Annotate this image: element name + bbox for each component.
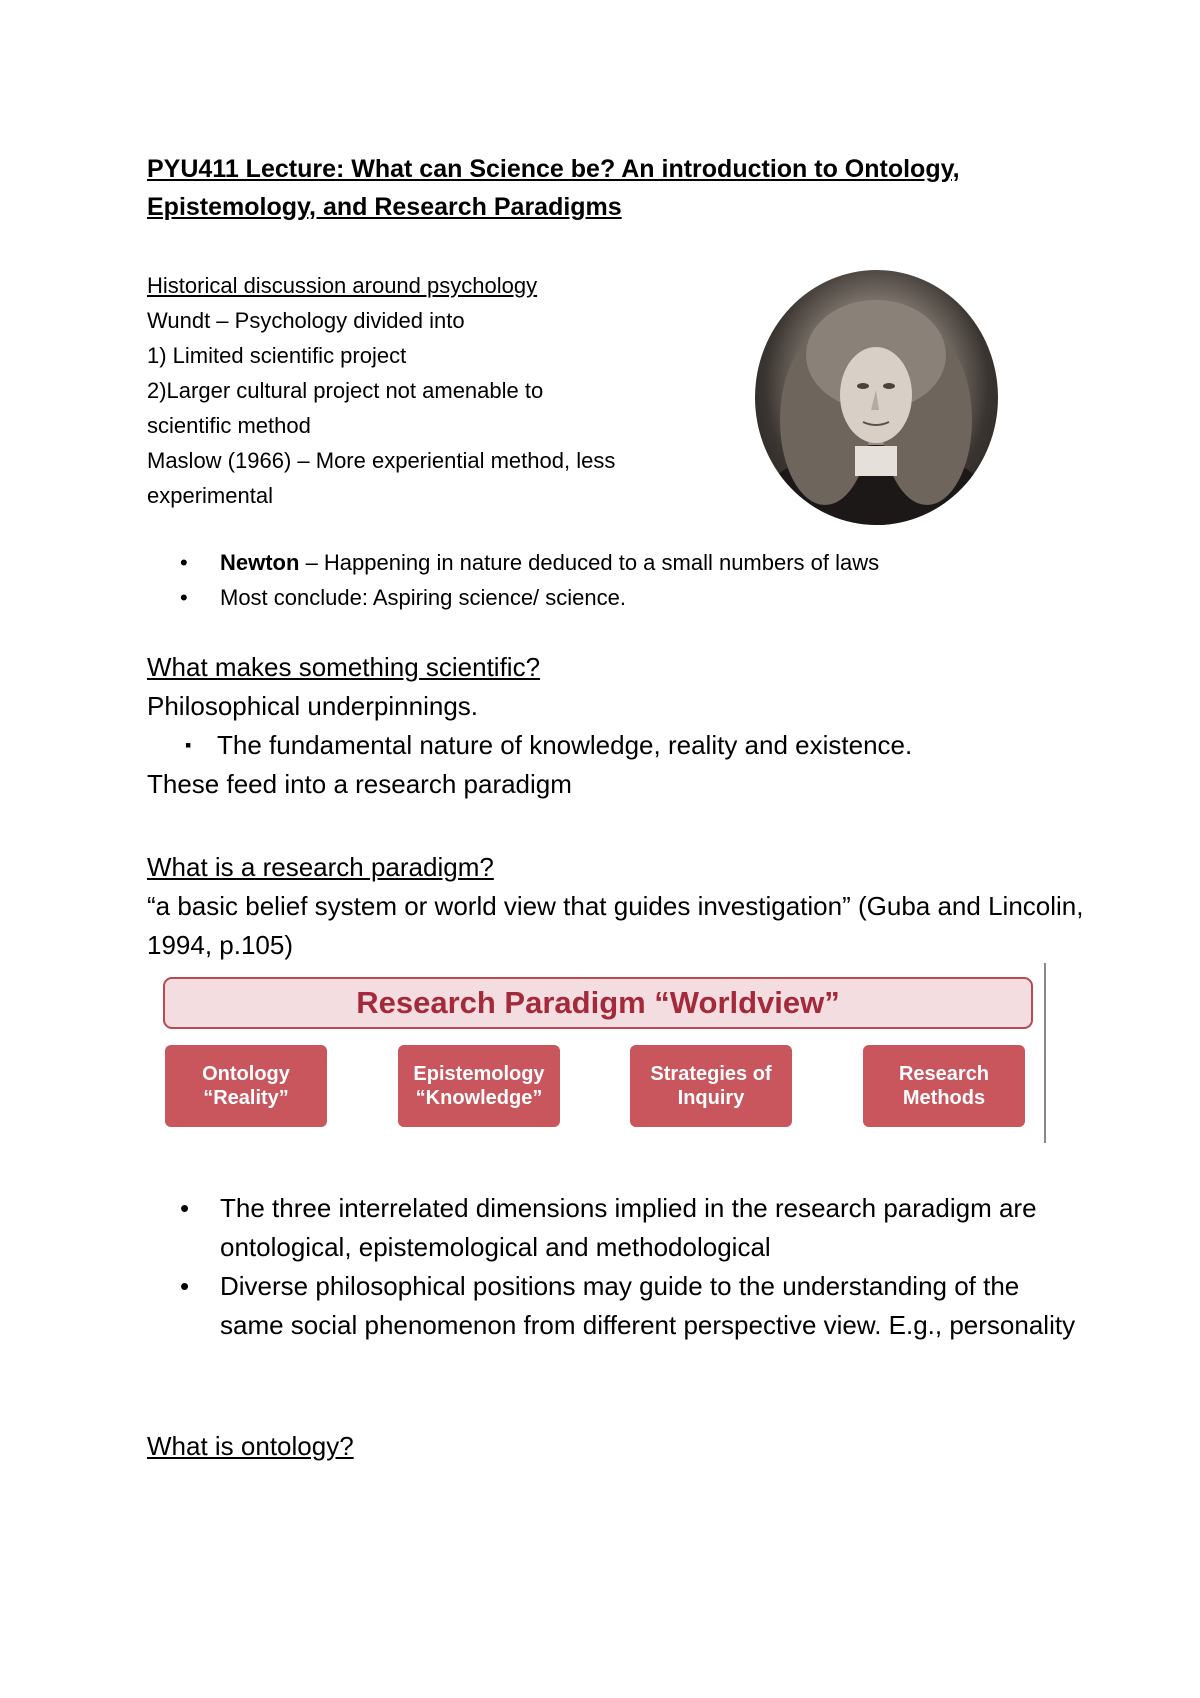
scientific-line: Philosophical underpinnings. [147,691,479,721]
historical-line: Wundt – Psychology divided into [147,308,465,333]
divider-line [1044,963,1046,1143]
card-line: Epistemology [413,1063,545,1085]
ontology-heading: What is ontology? [147,1431,354,1461]
historical-line: experimental [147,483,273,508]
paradigm-heading: What is a research paradigm? [147,852,494,882]
list-item-text: The three interrelated dimensions implied in the research paradigm are ontological, epistemological and methodological [220,1193,1037,1262]
bullet-list-2 [180,1189,1080,1345]
scientific-section [147,648,1107,804]
diagram-card-ontology [165,1045,327,1127]
scientific-line: These feed into a research paradigm [147,769,572,799]
card-line: Ontology [202,1063,290,1085]
list-item [180,1267,1080,1345]
research-paradigm-diagram [160,975,1050,1145]
paradigm-section [147,848,1087,965]
scientific-heading: What makes something scientific? [147,652,541,682]
paradigm-quote: “a basic belief system or world view that guides investigation” (Guba and Lincolin, 1994, p.105) [147,891,1084,960]
card-line: Research [898,1063,990,1085]
list-item [180,1189,1080,1267]
diagram-card-strategies [630,1045,792,1127]
historical-line: 2)Larger cultural project not amenable to [147,378,544,403]
historical-line: scientific method [147,413,311,438]
list-item [180,545,1080,580]
historical-line: 1) Limited scientific project [147,343,407,368]
lecture-title: PYU411 Lecture: What can Science be? An introduction to Ontology, Epistemology, and Research Paradigms [147,155,960,221]
card-line: Inquiry [677,1087,745,1109]
list-item-text: The fundamental nature of knowledge, reality and existence. [217,730,913,760]
list-item-text: Diverse philosophical positions may guide to the understanding of the same social phenomenon from different perspective view. E.g., personality [220,1271,1076,1340]
card-line: Methods [902,1087,986,1109]
diagram-card-epistemology [398,1045,560,1127]
bullet-icon: • [180,1271,190,1301]
diagram-banner: Research Paradigm “Worldview” [163,977,1033,1029]
bullet-icon: • [180,1193,190,1223]
list-item-bold: Newton [220,550,300,575]
list-item-text: – Happening in nature deduced to a small numbers of laws [299,550,880,575]
diagram-card-methods [863,1045,1025,1127]
bullet-list-1 [180,545,1080,615]
card-line: “Reality” [203,1087,289,1109]
newton-portrait [755,270,998,525]
bullet-icon: • [180,550,188,575]
card-line: Strategies of [650,1063,772,1085]
historical-section [147,268,747,513]
list-item [147,726,1107,765]
portrait-illustration [755,270,998,525]
historical-line: Maslow (1966) – More experiential method, less [147,448,616,473]
bullet-icon: • [180,585,188,610]
list-item [180,580,1080,615]
card-line: “Knowledge” [415,1087,543,1109]
historical-heading: Historical discussion around psychology [147,273,538,298]
list-item-text: Most conclude: Aspiring science/ science. [220,585,626,610]
square-bullet-icon: ▪ [185,735,192,755]
